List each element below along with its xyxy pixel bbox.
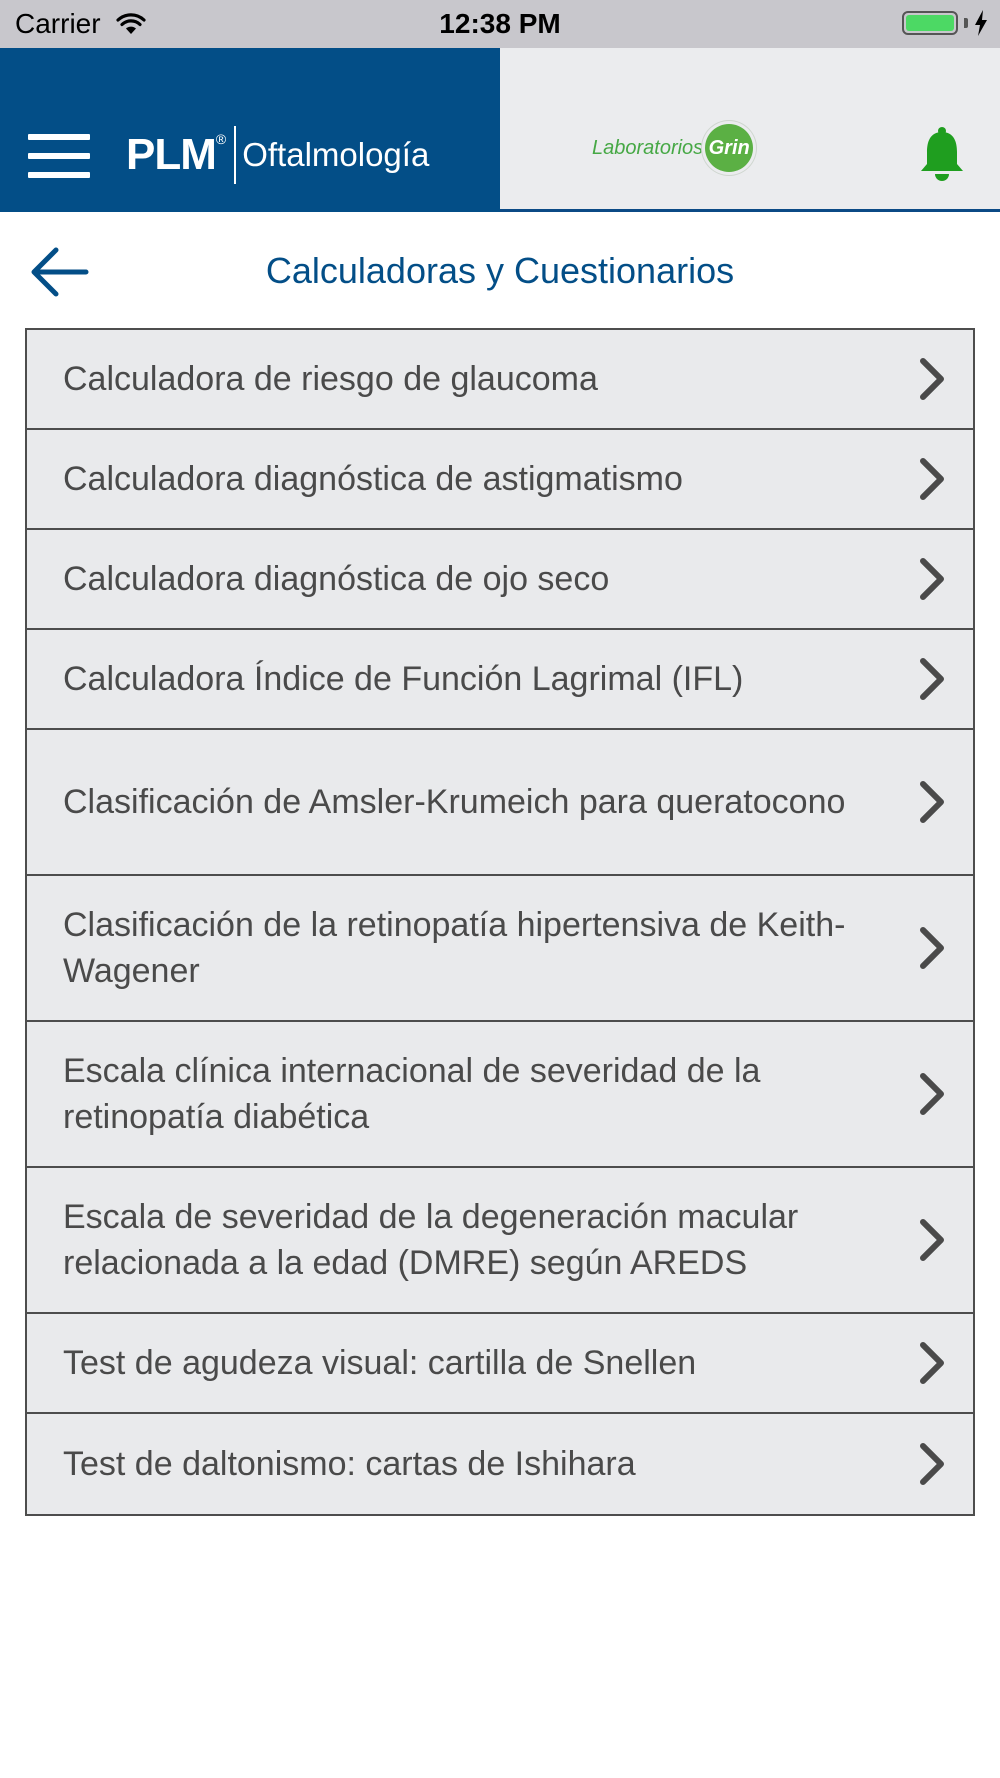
list-item-amsler-krumeich[interactable] — [27, 730, 973, 876]
status-bar — [0, 0, 1000, 48]
list-item-label: Test de agudeza visual: cartilla de Snellen — [63, 1344, 697, 1382]
list-item-label: Test de daltonismo: cartas de Ishihara — [63, 1445, 636, 1483]
chevron-right-icon — [917, 657, 947, 701]
list-item-keith-wagener[interactable] — [27, 876, 973, 1022]
list-item-astigmatism[interactable] — [27, 430, 973, 530]
chevron-right-icon — [917, 1341, 947, 1385]
list-item-diabetic-retinopathy[interactable] — [27, 1022, 973, 1168]
sponsor-badge: Grin — [705, 124, 753, 172]
list-item-label: Clasificación de Amsler-Krumeich para queratocono — [63, 783, 846, 821]
battery-icon — [902, 11, 958, 35]
brand-name: PLM — [126, 130, 216, 179]
app-header — [0, 48, 1000, 212]
list-item-dmre-areds[interactable] — [27, 1168, 973, 1314]
sponsor-text: Laboratorios — [592, 136, 704, 159]
chevron-right-icon — [917, 926, 947, 970]
list-item-label: Calculadora diagnóstica de ojo seco — [63, 560, 610, 598]
list-item-ifl[interactable] — [27, 630, 973, 730]
list-item-dry-eye[interactable] — [27, 530, 973, 630]
chevron-right-icon — [917, 780, 947, 824]
status-time: 12:38 PM — [439, 8, 561, 39]
bell-icon[interactable] — [918, 126, 966, 182]
list-item-label: Clasificación de la retinopatía hipertensiva de Keith-Wagener — [63, 906, 846, 990]
list-item-label: Calculadora Índice de Función Lagrimal (IFL) — [63, 660, 744, 698]
brand-specialty: Oftalmología — [242, 136, 430, 173]
calculator-list — [25, 328, 975, 1516]
list-item-label: Escala clínica internacional de severidad de la retinopatía diabética — [63, 1052, 761, 1136]
chevron-right-icon — [917, 457, 947, 501]
hamburger-icon[interactable] — [28, 134, 90, 178]
chevron-right-icon — [917, 1072, 947, 1116]
registered-mark: ® — [215, 131, 227, 147]
battery-fill — [906, 15, 954, 31]
sponsor-logo — [592, 124, 753, 172]
page-title: Calculadoras y Cuestionarios — [265, 250, 735, 291]
carrier-label: Carrier — [15, 8, 101, 39]
list-item-snellen[interactable] — [27, 1314, 973, 1414]
battery-indicator — [902, 10, 988, 36]
list-item-label: Calculadora diagnóstica de astigmatismo — [63, 460, 683, 498]
chevron-right-icon — [917, 1218, 947, 1262]
battery-tip — [964, 18, 968, 28]
chevron-right-icon — [917, 357, 947, 401]
brand-divider — [234, 126, 236, 184]
list-item-label: Escala de severidad de la degeneración macular relacionada a la edad (DMRE) según AREDS — [63, 1198, 799, 1282]
chevron-right-icon — [917, 1442, 947, 1486]
charging-bolt-icon — [974, 10, 988, 36]
chevron-right-icon — [917, 557, 947, 601]
app-logo — [126, 126, 429, 184]
list-item-ishihara[interactable] — [27, 1414, 973, 1514]
list-item-glaucoma-risk[interactable] — [27, 330, 973, 430]
list-item-label: Calculadora de riesgo de glaucoma — [63, 360, 598, 398]
brand-panel — [0, 48, 500, 212]
